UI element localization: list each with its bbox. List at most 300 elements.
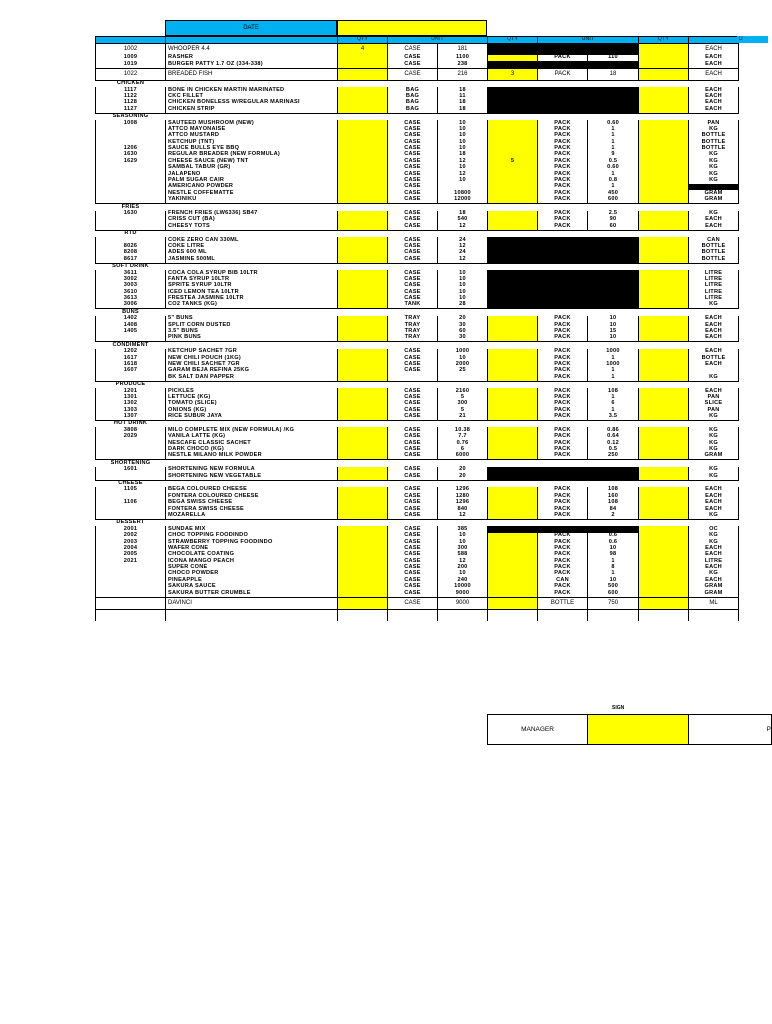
unit-value-cell: 2000 — [438, 362, 488, 368]
unit-cell-2: PACK — [538, 407, 588, 413]
item-name: MOZARELLA — [166, 513, 338, 520]
unit-value-cell-2: 0.60 — [588, 120, 639, 126]
unit-cell-3: EACH — [689, 546, 739, 552]
unit-cell-2: PACK — [538, 165, 588, 171]
unit-value-cell-2: 1000 — [588, 362, 639, 368]
table-row — [96, 453, 739, 460]
unit-cell-2: PACK — [538, 120, 588, 126]
unit-cell-3: EACH — [689, 329, 739, 335]
unit-cell-2 — [538, 473, 588, 480]
item-code: 1629 — [96, 158, 166, 164]
unit-value-cell-2: 1 — [588, 374, 639, 381]
unit-cell-3: BOTTLE — [689, 244, 739, 250]
category-spacer — [166, 381, 739, 388]
unit-cell: CASE — [388, 407, 438, 413]
qty-cell[interactable] — [338, 302, 388, 309]
header-blank-code — [96, 37, 166, 44]
unit-cell-2: PACK — [538, 533, 588, 539]
unit-cell-3: BOTTLE — [689, 139, 739, 145]
unit-value-cell-2: 10 — [588, 546, 639, 552]
qty-cell[interactable] — [338, 473, 388, 480]
qty-cell[interactable] — [338, 335, 388, 342]
unit-cell: CASE — [388, 506, 438, 512]
unit-value-cell: 30 — [438, 322, 488, 328]
item-code: 1630 — [96, 152, 166, 158]
qty-cell-3[interactable] — [639, 609, 689, 621]
unit-cell-3: GRAM — [689, 190, 739, 196]
item-code: 1105 — [96, 487, 166, 493]
item-name: BEGA SWISS CHEESE — [166, 500, 338, 506]
qty-cell-2[interactable] — [488, 106, 538, 113]
unit-value-cell-2: 0.8 — [588, 178, 639, 184]
unit-value-cell: 540 — [438, 217, 488, 223]
unit-cell: CASE — [388, 388, 438, 394]
unit-value-cell: 11 — [438, 94, 488, 100]
qty-cell-3[interactable] — [639, 335, 689, 342]
unit-cell: CASE — [388, 171, 438, 177]
unit-cell-3: EACH — [689, 388, 739, 394]
header-unit-3-overflow — [737, 36, 768, 43]
unit-value-cell: 20 — [438, 316, 488, 322]
unit-cell-2: PACK — [538, 211, 588, 217]
unit-cell-3: EACH — [689, 68, 739, 80]
unit-cell-2: CAN — [538, 577, 588, 583]
qty-cell[interactable] — [338, 513, 388, 520]
item-code — [96, 453, 166, 460]
unit-value-cell — [438, 374, 488, 381]
qty-cell-3[interactable] — [639, 513, 689, 520]
unit-cell: CASE — [388, 546, 438, 552]
item-name: VANILA LATTE (KG) — [166, 434, 338, 440]
unit-value-cell: 30 — [438, 335, 488, 342]
unit-cell-3: SLICE — [689, 401, 739, 407]
unit-cell-2: PACK — [538, 217, 588, 223]
unit-value-cell-2: 10 — [588, 335, 639, 342]
unit-cell: CASE — [388, 493, 438, 499]
unit-cell-3: EACH — [689, 44, 739, 56]
unit-value-cell: 10.38 — [438, 427, 488, 433]
qty-cell-3[interactable] — [639, 597, 689, 609]
unit-value-cell-2: 10 — [588, 322, 639, 328]
unit-cell-3: EACH — [689, 493, 739, 499]
unit-cell-3: KG — [689, 158, 739, 164]
qty-cell-2[interactable] — [488, 223, 538, 230]
unit-value-cell: 12 — [438, 513, 488, 520]
item-code: 2021 — [96, 558, 166, 564]
unit-cell: CASE — [388, 368, 438, 374]
qty-cell[interactable] — [338, 374, 388, 381]
qty-cell-3[interactable] — [639, 61, 689, 68]
unit-cell-3: KG — [689, 427, 739, 433]
unit-value-cell: 10 — [438, 277, 488, 283]
item-code: 1127 — [96, 106, 166, 113]
item-name: STRAWBERRY TOPPING FOODINDO — [166, 539, 338, 545]
unit-cell: CASE — [388, 184, 438, 190]
unit-cell-3: BOTTLE — [689, 256, 739, 263]
unit-value-cell: 12 — [438, 158, 488, 164]
qty-cell-2[interactable]: 5 — [488, 158, 538, 164]
unit-cell-2: PACK — [538, 395, 588, 401]
unit-value-cell: 5 — [438, 407, 488, 413]
unit-cell-3: PAN — [689, 407, 739, 413]
unit-cell: CASE — [388, 539, 438, 545]
unit-cell: CASE — [388, 256, 438, 263]
qty-cell[interactable] — [338, 609, 388, 621]
unit-cell-3: EACH — [689, 316, 739, 322]
unit-cell-2: PACK — [538, 584, 588, 590]
item-code: 1201 — [96, 388, 166, 394]
table-row — [96, 609, 739, 621]
qty-cell[interactable] — [338, 453, 388, 460]
unit-value-cell-2: 2.5 — [588, 211, 639, 217]
unit-cell-3: ML — [689, 597, 739, 609]
unit-cell-3: EACH — [689, 223, 739, 230]
qty-cell[interactable] — [338, 590, 388, 597]
item-name: YAKINIKU — [166, 197, 338, 204]
item-code: 1019 — [96, 61, 166, 68]
unit-value-cell: 21 — [438, 414, 488, 421]
qty-cell-3[interactable] — [639, 68, 689, 80]
item-code: 1122 — [96, 94, 166, 100]
category-label: FRIES — [96, 204, 166, 211]
item-code: 1402 — [96, 316, 166, 322]
unit-value-cell: 1100 — [438, 55, 488, 61]
unit-cell-2: PACK — [538, 362, 588, 368]
unit-value-cell-2 — [588, 609, 639, 621]
qty-cell-3[interactable] — [639, 223, 689, 230]
qty-cell-2[interactable] — [488, 61, 538, 68]
unit-cell-2: PACK — [538, 440, 588, 446]
unit-value-cell: 6 — [438, 447, 488, 453]
category-label: DESSERT — [96, 519, 166, 526]
item-name: FRENCH FRIES (LW6336) SB47 — [166, 211, 338, 217]
qty-cell[interactable] — [338, 68, 388, 80]
unit-cell-3: EACH — [689, 87, 739, 93]
unit-value-cell: 10 — [438, 120, 488, 126]
unit-cell: CASE — [388, 434, 438, 440]
unit-cell-3: BOTTLE — [689, 355, 739, 361]
table-row — [96, 256, 739, 263]
unit-cell-2: PACK — [538, 447, 588, 453]
unit-cell-3: LITRE — [689, 558, 739, 564]
unit-cell: CASE — [388, 139, 438, 145]
unit-value-cell-2: 160 — [588, 493, 639, 499]
unit-cell-3: KG — [689, 152, 739, 158]
item-code: 1307 — [96, 414, 166, 421]
category-label: CHEESE — [96, 480, 166, 487]
date-input-cell[interactable] — [337, 20, 487, 36]
qty-cell-3[interactable] — [639, 453, 689, 460]
unit-cell-2: PACK — [538, 552, 588, 558]
unit-cell-2: PACK — [538, 513, 588, 520]
unit-value-cell: 9000 — [438, 597, 488, 609]
unit-value-cell-2: 0.5 — [588, 447, 639, 453]
unit-cell-2: PACK — [538, 487, 588, 493]
unit-cell: CASE — [388, 211, 438, 217]
unit-value-cell-2: 98 — [588, 552, 639, 558]
unit-cell-3: EACH — [689, 506, 739, 512]
unit-value-cell: 12000 — [438, 197, 488, 204]
unit-cell: CASE — [388, 427, 438, 433]
qty-cell-3[interactable] — [639, 106, 689, 113]
item-code: 1008 — [96, 120, 166, 126]
qty-cell-3[interactable] — [639, 590, 689, 597]
table-row — [96, 302, 739, 309]
unit-cell-3: CAN — [689, 237, 739, 243]
qty-cell-2[interactable] — [488, 414, 538, 421]
unit-cell: CASE — [388, 565, 438, 571]
qty-cell-3[interactable] — [639, 44, 689, 56]
unit-value-cell-2: 108 — [588, 388, 639, 394]
qty-cell-2[interactable] — [488, 590, 538, 597]
item-code: 2005 — [96, 552, 166, 558]
unit-value-cell: 12 — [438, 558, 488, 564]
qty-cell-2[interactable]: 3 — [488, 68, 538, 80]
unit-value-cell: 10 — [438, 283, 488, 289]
item-code — [96, 609, 166, 621]
qty-cell[interactable] — [338, 597, 388, 609]
unit-value-cell: 12 — [438, 223, 488, 230]
qty-cell[interactable] — [338, 256, 388, 263]
unit-cell: CASE — [388, 244, 438, 250]
item-name: CHEESE SAUCE (NEW) TNT — [166, 158, 338, 164]
unit-cell-3: EACH — [689, 577, 739, 583]
unit-value-cell-2: 600 — [588, 197, 639, 204]
item-code: 2001 — [96, 526, 166, 532]
qty-cell-2[interactable] — [488, 302, 538, 309]
item-code — [96, 197, 166, 204]
qty-cell-2[interactable] — [488, 256, 538, 263]
unit-cell: BAG — [388, 106, 438, 113]
unit-value-cell-2 — [588, 106, 639, 113]
qty-cell-2[interactable] — [488, 597, 538, 609]
unit-cell-2: PACK — [538, 197, 588, 204]
qty-cell[interactable] — [338, 61, 388, 68]
unit-cell: CASE — [388, 190, 438, 196]
item-name: RICE SUBUR JAYA — [166, 414, 338, 421]
unit-value-cell-2: 750 — [588, 597, 639, 609]
qty-cell[interactable]: 4 — [338, 44, 388, 56]
unit-cell: CASE — [388, 467, 438, 473]
item-name: TOMATO (SLICE) — [166, 401, 338, 407]
item-name: SHORTENING NEW VEGETABLE — [166, 473, 338, 480]
unit-cell-2: PACK — [538, 434, 588, 440]
unit-cell: CASE — [388, 68, 438, 80]
unit-cell-3 — [689, 609, 739, 621]
item-code: 1202 — [96, 349, 166, 355]
unit-value-cell: 181 — [438, 44, 488, 56]
unit-cell: CASE — [388, 558, 438, 564]
item-name: CHICKEN STRIP — [166, 106, 338, 113]
unit-cell: TRAY — [388, 335, 438, 342]
unit-cell: CASE — [388, 146, 438, 152]
unit-value-cell: 18 — [438, 87, 488, 93]
unit-value-cell: 588 — [438, 552, 488, 558]
second-signer-label-partial: P — [766, 726, 771, 733]
unit-cell: CASE — [388, 414, 438, 421]
item-name: COKE LITRE — [166, 244, 338, 250]
item-name: SPRITE SYRUP 10LTR — [166, 283, 338, 289]
item-name: NESTLE COFFEMATTE — [166, 190, 338, 196]
unit-cell-2: PACK — [538, 374, 588, 381]
qty-cell-3[interactable] — [639, 197, 689, 204]
unit-cell: CASE — [388, 513, 438, 520]
item-name: BEGA COLOURED CHEESE — [166, 487, 338, 493]
unit-cell-2: PACK — [538, 558, 588, 564]
qty-cell[interactable] — [338, 223, 388, 230]
unit-value-cell-2: 1 — [588, 571, 639, 577]
qty-cell-3[interactable] — [639, 374, 689, 381]
table-row — [96, 597, 739, 609]
unit-cell-3: OC — [689, 526, 739, 532]
unit-cell: CASE — [388, 571, 438, 577]
unit-cell: CASE — [388, 440, 438, 446]
order-table-body — [96, 37, 739, 621]
qty-cell-3[interactable] — [639, 256, 689, 263]
qty-cell[interactable] — [338, 197, 388, 204]
qty-cell-3[interactable] — [639, 302, 689, 309]
item-name: ADES 600 ML — [166, 250, 338, 256]
unit-cell-3: BOTTLE — [689, 250, 739, 256]
unit-cell-2: PACK — [538, 146, 588, 152]
item-code — [96, 597, 166, 609]
category-label: CHICKEN — [96, 80, 166, 87]
unit-value-cell: 20 — [438, 473, 488, 480]
unit-cell-3: BOTTLE — [689, 146, 739, 152]
unit-cell-2: PACK — [538, 127, 588, 133]
item-name: REGULAR BREADER (NEW FORMULA) — [166, 152, 338, 158]
table-row — [96, 197, 739, 204]
item-name: CHOC TOPPING FOODINDO — [166, 533, 338, 539]
item-name: DAVINCI — [166, 597, 338, 609]
header-qty-2: QTY — [488, 37, 538, 44]
item-name: BURGER PATTY 1.7 OZ (334-338) — [166, 61, 338, 68]
item-name: NESTLE MILANO MILK POWDER — [166, 453, 338, 460]
unit-cell-2: PACK — [538, 571, 588, 577]
item-code: 1303 — [96, 407, 166, 413]
unit-cell: CASE — [388, 401, 438, 407]
unit-cell — [388, 609, 438, 621]
unit-cell-3: KG — [689, 171, 739, 177]
unit-value-cell-2: 0.86 — [588, 427, 639, 433]
unit-cell-3: EACH — [689, 55, 739, 61]
unit-value-cell-2: 1 — [588, 133, 639, 139]
unit-value-cell-2 — [588, 302, 639, 309]
item-code: 3613 — [96, 296, 166, 302]
qty-cell-2[interactable] — [488, 197, 538, 204]
unit-cell: CASE — [388, 250, 438, 256]
item-code: 1408 — [96, 322, 166, 328]
item-name: PINK BUNS — [166, 335, 338, 342]
header-unit-2: UNIT — [538, 37, 639, 44]
unit-value-cell — [438, 609, 488, 621]
item-name: AMERICANO POWDER — [166, 184, 338, 190]
qty-cell-2[interactable] — [488, 374, 538, 381]
unit-cell-2 — [538, 256, 588, 263]
item-code: 2004 — [96, 546, 166, 552]
date-header: DATE — [165, 20, 337, 36]
item-name: KETCHUP (TNT) — [166, 139, 338, 145]
unit-cell: BAG — [388, 94, 438, 100]
unit-cell-3: EACH — [689, 61, 739, 68]
qty-cell-2[interactable] — [488, 453, 538, 460]
qty-cell-3[interactable] — [639, 473, 689, 480]
unit-value-cell: 10 — [438, 127, 488, 133]
qty-cell[interactable] — [338, 414, 388, 421]
unit-cell-2: PACK — [538, 223, 588, 230]
unit-value-cell: 5 — [438, 395, 488, 401]
unit-value-cell-2 — [588, 44, 639, 56]
qty-cell-3[interactable] — [639, 414, 689, 421]
unit-value-cell-2: 1 — [588, 395, 639, 401]
qty-cell-2[interactable] — [488, 473, 538, 480]
manager-sign-cell[interactable] — [588, 715, 689, 744]
unit-cell-3: KG — [689, 302, 739, 309]
item-name: CHOCOLATE COATING — [166, 552, 338, 558]
unit-value-cell: 240 — [438, 577, 488, 583]
unit-cell: CASE — [388, 165, 438, 171]
item-code: 8208 — [96, 250, 166, 256]
item-name: LETTUCE (KG) — [166, 395, 338, 401]
unit-value-cell: 25 — [438, 368, 488, 374]
item-name: FONTERA COLOURED CHEESE — [166, 493, 338, 499]
unit-value-cell: 18 — [438, 106, 488, 113]
qty-cell-2[interactable] — [488, 609, 538, 621]
unit-cell-2 — [538, 302, 588, 309]
unit-value-cell: 28 — [438, 302, 488, 309]
item-name: CHOCO POWDER — [166, 571, 338, 577]
unit-cell-3: BOTTLE — [689, 133, 739, 139]
unit-cell-2: PACK — [538, 158, 588, 164]
unit-value-cell-2: 6 — [588, 401, 639, 407]
item-name: ONIONS (KG) — [166, 407, 338, 413]
unit-value-cell: 1296 — [438, 487, 488, 493]
unit-value-cell: 216 — [438, 68, 488, 80]
unit-value-cell-2: 10 — [588, 316, 639, 322]
item-code: 1302 — [96, 401, 166, 407]
unit-cell-2: PACK — [538, 355, 588, 361]
unit-value-cell: 840 — [438, 506, 488, 512]
qty-cell-2[interactable] — [488, 335, 538, 342]
unit-value-cell-2: 1 — [588, 355, 639, 361]
unit-value-cell: 10 — [438, 289, 488, 295]
unit-cell: TRAY — [388, 322, 438, 328]
category-spacer — [166, 309, 739, 316]
unit-cell-3: EACH — [689, 100, 739, 106]
qty-cell-2[interactable] — [488, 44, 538, 56]
unit-value-cell: 10 — [438, 133, 488, 139]
item-code: 1617 — [96, 355, 166, 361]
qty-cell-2[interactable] — [488, 513, 538, 520]
unit-cell: CASE — [388, 158, 438, 164]
item-name: FANTA SYRUP 10LTR — [166, 277, 338, 283]
item-name: FRESTEA JASMINE 10LTR — [166, 296, 338, 302]
table-row — [96, 106, 739, 113]
qty-cell[interactable] — [338, 106, 388, 113]
header-blank-name — [166, 37, 338, 44]
unit-value-cell: 2160 — [438, 388, 488, 394]
unit-value-cell: 9000 — [438, 590, 488, 597]
unit-cell-2: PACK — [538, 152, 588, 158]
unit-value-cell-2: 1 — [588, 171, 639, 177]
unit-cell-3: PAN — [689, 395, 739, 401]
unit-value-cell: 12 — [438, 244, 488, 250]
header-qty: QTY — [338, 37, 388, 44]
item-code: 2002 — [96, 533, 166, 539]
unit-value-cell: 1000 — [438, 349, 488, 355]
unit-cell-3: LITRE — [689, 277, 739, 283]
unit-cell-2: PACK — [538, 184, 588, 190]
